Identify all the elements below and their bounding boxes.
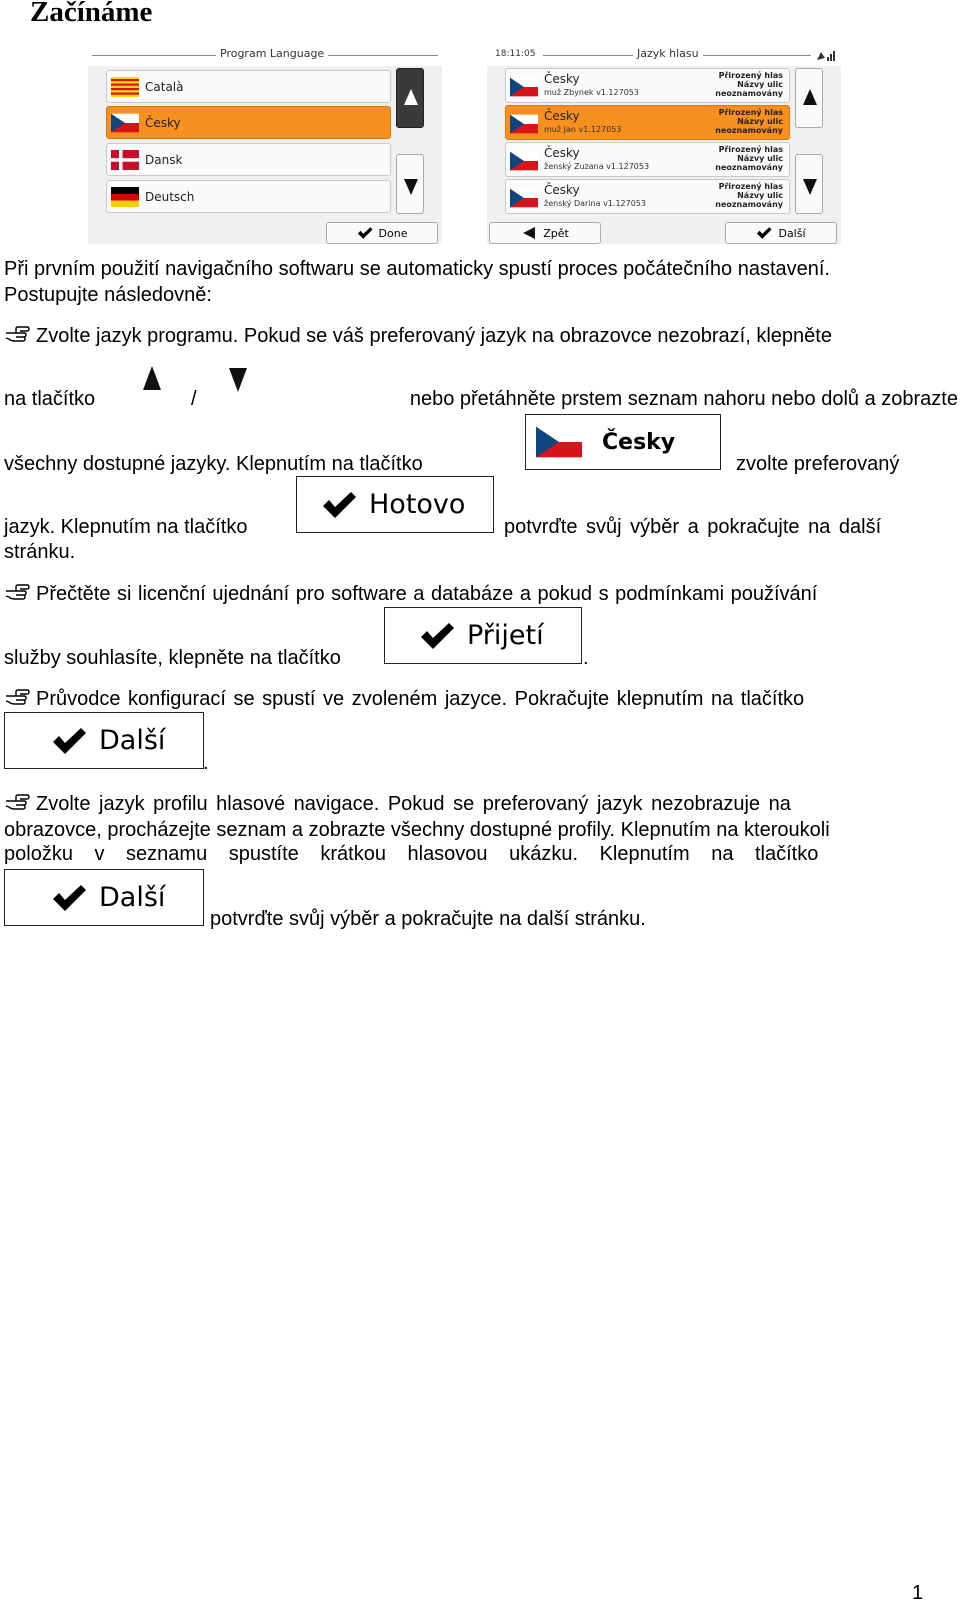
czech-flag-icon [536,425,582,459]
scroll-up-button[interactable] [396,68,424,128]
step-1-line: stránku. [4,541,76,563]
voice-item[interactable] [505,179,790,214]
prijeti-button-image [384,607,582,664]
step-1-line: všechny dostupné jazyky. Klepnutím na tlačítko [4,453,423,475]
language-label: Deutsch [145,190,195,204]
cesky-label: Česky [602,429,676,455]
voice-item[interactable] [505,68,790,103]
step-3-line: Průvodce konfigurací se spustí ve zvoleném jazyce. Pokračujte klepnutím na tlačítko [4,686,804,712]
voice-features: Přirozený hlas Názvy ulic neoznamovány [715,182,783,209]
back-button[interactable] [489,222,601,244]
voice-language-screenshot [487,44,841,244]
voice-features: Přirozený hlas Názvy ulic neoznamovány [715,145,783,172]
check-icon [419,621,455,651]
step-1-line: zvolte preferovaný [736,453,900,475]
screen-header [487,44,841,66]
step-4-line: potvrďte svůj výběr a pokračujte na další stránku. [210,908,646,930]
step-2-line: služby souhlasíte, klepněte na tlačítko [4,647,341,669]
czech-flag-icon [510,151,538,171]
voice-name: Česky [544,109,580,123]
german-flag-icon [111,187,139,207]
czech-flag-icon [510,114,538,134]
step-1-line: na tlačítko / nebo přetáhněte prstem seznam nahoru nebo dolů a zobrazte [4,388,958,410]
dalsi-label: Další [99,882,166,913]
hotovo-label: Hotovo [369,489,466,520]
voice-name: Česky [544,72,580,86]
pointing-hand-icon [4,687,30,707]
intro-line: Při prvním použití navigačního softwaru se automaticky spustí proces počátečního nastavení. [4,258,830,280]
period: . [203,752,209,774]
pointing-hand-icon [4,324,30,344]
catalan-flag-icon [111,77,139,97]
step-4-line: položku v seznamu spustíte krátkou hlasovou ukázku. Klepnutím na tlačítko [4,843,819,865]
scroll-down-button[interactable] [795,154,823,214]
screen-title: Jazyk hlasu [633,47,703,60]
intro-line: Postupujte následovně: [4,284,212,306]
dalsi-button-image [4,712,204,769]
czech-flag-icon [510,77,538,97]
check-icon [357,226,373,240]
language-label: Česky [145,116,181,130]
done-label: Done [378,226,408,240]
step-4-line: Zvolte jazyk profilu hlasové navigace. Pokud se preferovaný jazyk nezobrazuje na [4,791,791,817]
step-1-line: Zvolte jazyk programu. Pokud se váš preferovaný jazyk na obrazovce nezobrazí, klepněte [4,323,832,349]
clock-time: 18:11:05 [491,49,539,59]
voice-features: Přirozený hlas Názvy ulic neoznamovány [715,71,783,98]
voice-name: Česky [544,146,580,160]
language-item-dansk[interactable] [106,143,391,176]
pointing-hand-icon [4,792,30,812]
program-language-screenshot [88,44,442,244]
next-label: Další [778,226,806,240]
voice-name: Česky [544,183,580,197]
check-icon [51,883,87,913]
check-icon [321,490,357,520]
done-button[interactable] [326,222,438,244]
language-label: Català [145,80,184,94]
step-1-line: jazyk. Klepnutím na tlačítko [4,516,248,538]
screen-header [88,44,442,66]
language-item-catala[interactable] [106,70,391,103]
check-icon [51,726,87,756]
cesky-button-image [525,414,721,470]
step-1-line: potvrďte svůj výběr a pokračujte na další [504,516,882,538]
voice-profile: muž Jan v1.127053 [544,125,622,134]
prijeti-label: Přijetí [467,620,544,651]
back-label: Zpět [543,226,569,240]
czech-flag-icon [510,188,538,208]
gps-signal-icon [815,48,837,62]
arrow-up-icon [796,69,824,129]
voice-features: Přirozený hlas Názvy ulic neoznamovány [715,108,783,135]
arrow-up-icon [397,69,425,129]
voice-profile: ženský Darina v1.127053 [544,199,646,208]
language-item-deutsch[interactable] [106,180,391,213]
czech-flag-icon [111,113,139,133]
page-title: Začínáme [30,0,153,28]
language-label: Dansk [145,153,183,167]
arrow-down-icon [397,155,425,215]
scroll-down-button[interactable] [396,154,424,214]
check-icon [756,226,772,240]
language-item-cesky[interactable] [106,106,391,139]
danish-flag-icon [111,150,139,170]
step-4-line: obrazovce, procházejte seznam a zobrazte všechny dostupné profily. Klepnutím na kteroukoli [4,819,830,841]
pointing-hand-icon [4,582,30,602]
step-2-line: Přečtěte si licenční ujednání pro software a databáze a pokud s podmínkami používání [4,581,817,607]
dalsi-label: Další [99,725,166,756]
arrow-down-icon [218,360,258,404]
hotovo-button-image [296,476,494,533]
arrow-down-icon [796,155,824,215]
arrow-up-icon [132,360,172,404]
voice-item[interactable] [505,142,790,177]
period: . [583,647,589,669]
scroll-up-button[interactable] [795,68,823,128]
arrow-left-icon [521,227,537,239]
screen-title: Program Language [216,47,328,60]
page-number: 1 [912,1582,924,1604]
voice-profile: muž Zbynek v1.127053 [544,88,639,97]
voice-profile: ženský Zuzana v1.127053 [544,162,650,171]
dalsi-button-image [4,869,204,926]
next-button[interactable] [725,222,837,244]
voice-item[interactable] [505,105,790,140]
